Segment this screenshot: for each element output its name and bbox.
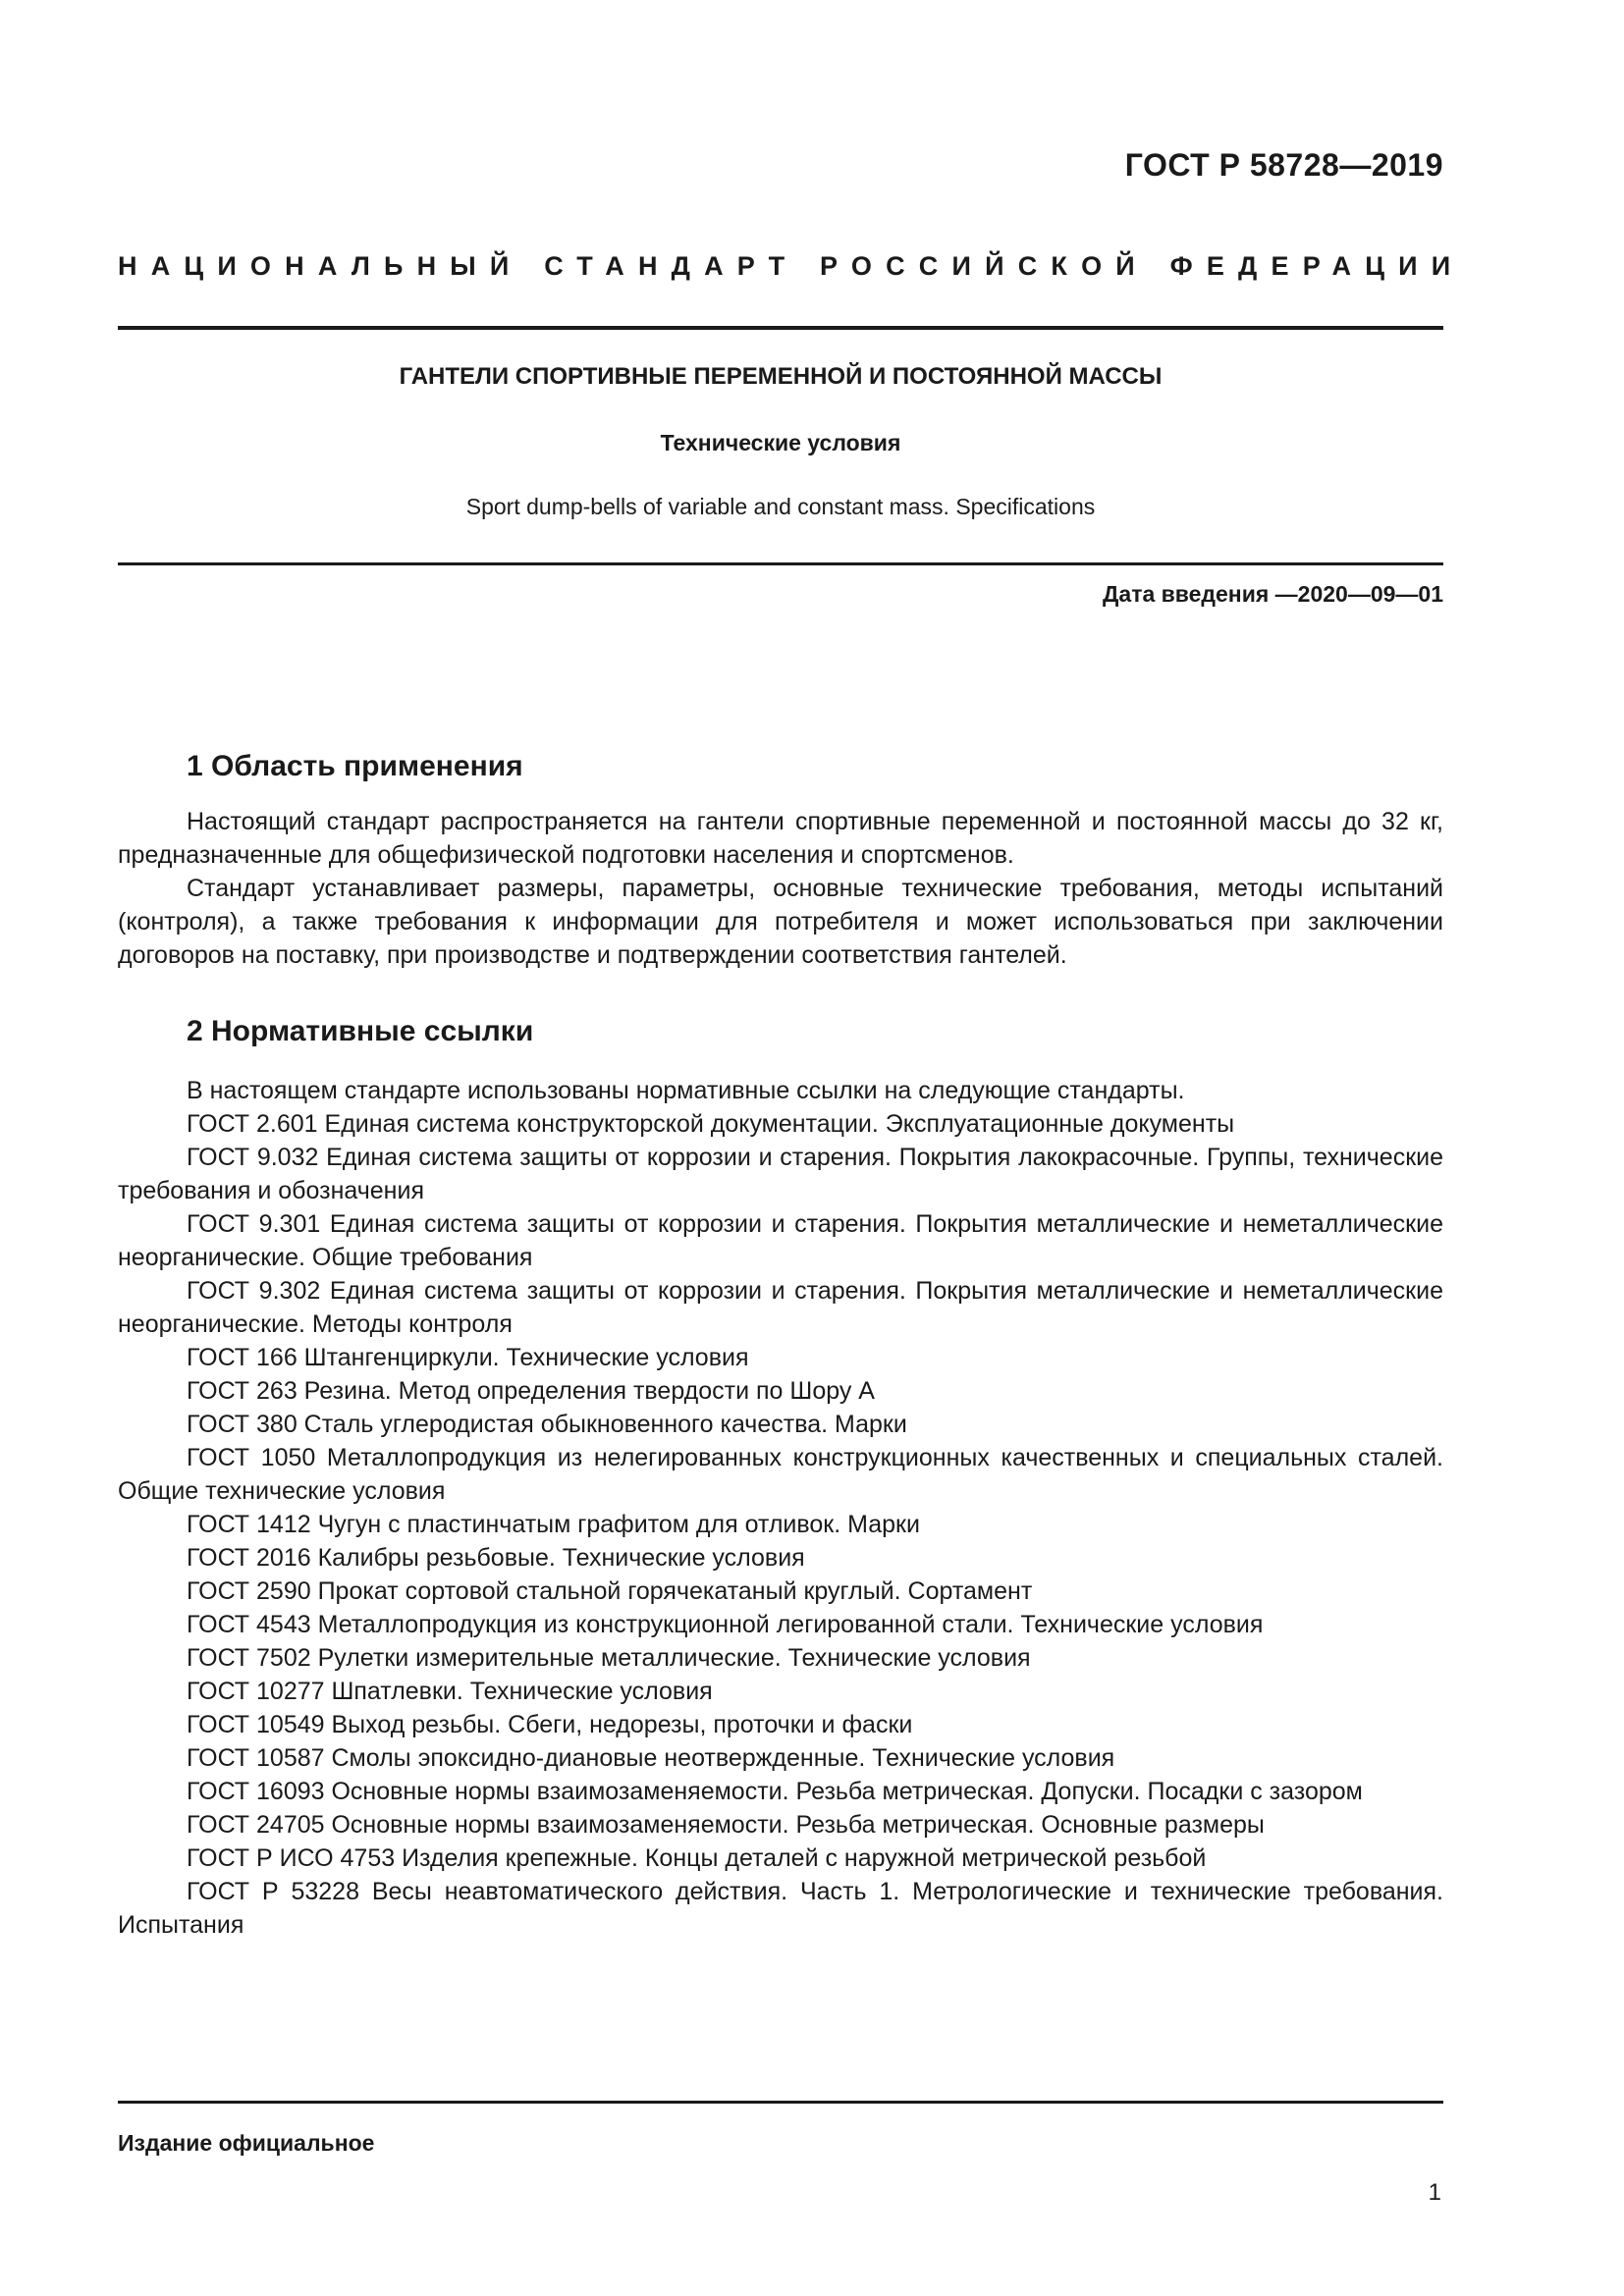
reference-item: ГОСТ 263 Резина. Метод определения твердости по Шору А (187, 1377, 875, 1405)
reference-item: ГОСТ 2.601 Единая система конструкторской документации. Эксплуатационные документы (187, 1110, 1235, 1138)
section-2-body (118, 1074, 1443, 1942)
page-number: 1 (1428, 2179, 1441, 2206)
document-number: ГОСТ Р 58728—2019 (1124, 147, 1443, 183)
national-standard-banner: НАЦИОНАЛЬНЫЙ СТАНДАРТ РОССИЙСКОЙ ФЕДЕРАЦИИ (118, 251, 1465, 281)
reference-item: ГОСТ 24705 Основные нормы взаимозаменяемости. Резьба метрическая. Основные размеры (187, 1811, 1265, 1839)
reference-item: ГОСТ 10587 Смолы эпоксидно-диановые неотвержденные. Технические условия (187, 1744, 1115, 1772)
section-2-heading: 2 Нормативные ссылки (187, 1015, 534, 1047)
document-subtitle: Технические условия (660, 430, 901, 455)
introduction-date: Дата введения —2020—09—01 (1103, 581, 1443, 607)
references-intro: В настоящем стандарте использованы нормативные ссылки на следующие стандарты. (187, 1077, 1185, 1104)
reference-item: ГОСТ Р 53228 Весы неавтоматического действия. Часть 1. Метрологические и технические требования. Испытания (118, 1878, 1443, 1939)
reference-item: ГОСТ 4543 Металлопродукция из конструкционной легированной стали. Технические условия (187, 1611, 1264, 1638)
footer-divider (118, 2101, 1443, 2104)
reference-item: ГОСТ Р ИСО 4753 Изделия крепежные. Концы деталей с наружной метрической резьбой (187, 1844, 1207, 1872)
section-1-paragraph: Настоящий стандарт распространяется на гантели спортивные переменной и постоянной массы до 32 кг, предназначенные для общефизической подготовки населения и спортсменов. (118, 808, 1443, 869)
reference-item: ГОСТ 2016 Калибры резьбовые. Технические условия (187, 1544, 805, 1572)
reference-item: ГОСТ 1050 Металлопродукция из нелегированных конструкционных качественных и специальных сталей. Общие технические условия (118, 1444, 1443, 1505)
english-title: Sport dump-bells of variable and constant mass. Specifications (465, 494, 1096, 519)
edition-label: Издание официальное (118, 2130, 375, 2156)
reference-item: ГОСТ 2590 Прокат сортовой стальной горячекатаный круглый. Сортамент (187, 1577, 1033, 1605)
reference-item: ГОСТ 166 Штангенциркули. Технические условия (187, 1344, 749, 1371)
reference-item: ГОСТ 1412 Чугун с пластинчатым графитом для отливок. Марки (187, 1511, 920, 1538)
reference-item: ГОСТ 10549 Выход резьбы. Сбеги, недорезы, проточки и фаски (187, 1711, 913, 1738)
document-title: ГАНТЕЛИ СПОРТИВНЫЕ ПЕРЕМЕННОЙ И ПОСТОЯННОЙ МАССЫ (399, 363, 1163, 390)
section-1-heading: 1 Область применения (187, 750, 523, 782)
section-1-body (118, 805, 1443, 972)
reference-item: ГОСТ 9.301 Единая система защиты от коррозии и старения. Покрытия металлические и неметаллические неорганические. Общие требования (118, 1210, 1443, 1271)
title-divider (118, 562, 1443, 565)
reference-item: ГОСТ 10277 Шпатлевки. Технические условия (187, 1678, 713, 1705)
reference-item: ГОСТ 380 Сталь углеродистая обыкновенного качества. Марки (187, 1411, 907, 1438)
header-divider (118, 326, 1443, 330)
reference-item: ГОСТ 9.302 Единая система защиты от коррозии и старения. Покрытия металлические и неметаллические неорганические. Методы контроля (118, 1277, 1443, 1338)
reference-item: ГОСТ 7502 Рулетки измерительные металлические. Технические условия (187, 1644, 1031, 1672)
reference-item: ГОСТ 9.032 Единая система защиты от коррозии и старения. Покрытия лакокрасочные. Группы, технические требования и обозначения (118, 1144, 1443, 1204)
section-1-paragraph: Стандарт устанавливает размеры, параметры, основные технические требования, методы испытаний (контроля), а также требования к информации для потребителя и может использоваться при заключении договоров на поставку, при производстве и подтверждении соответствия гантелей. (118, 875, 1443, 969)
reference-item: ГОСТ 16093 Основные нормы взаимозаменяемости. Резьба метрическая. Допуски. Посадки с зазором (187, 1778, 1363, 1805)
